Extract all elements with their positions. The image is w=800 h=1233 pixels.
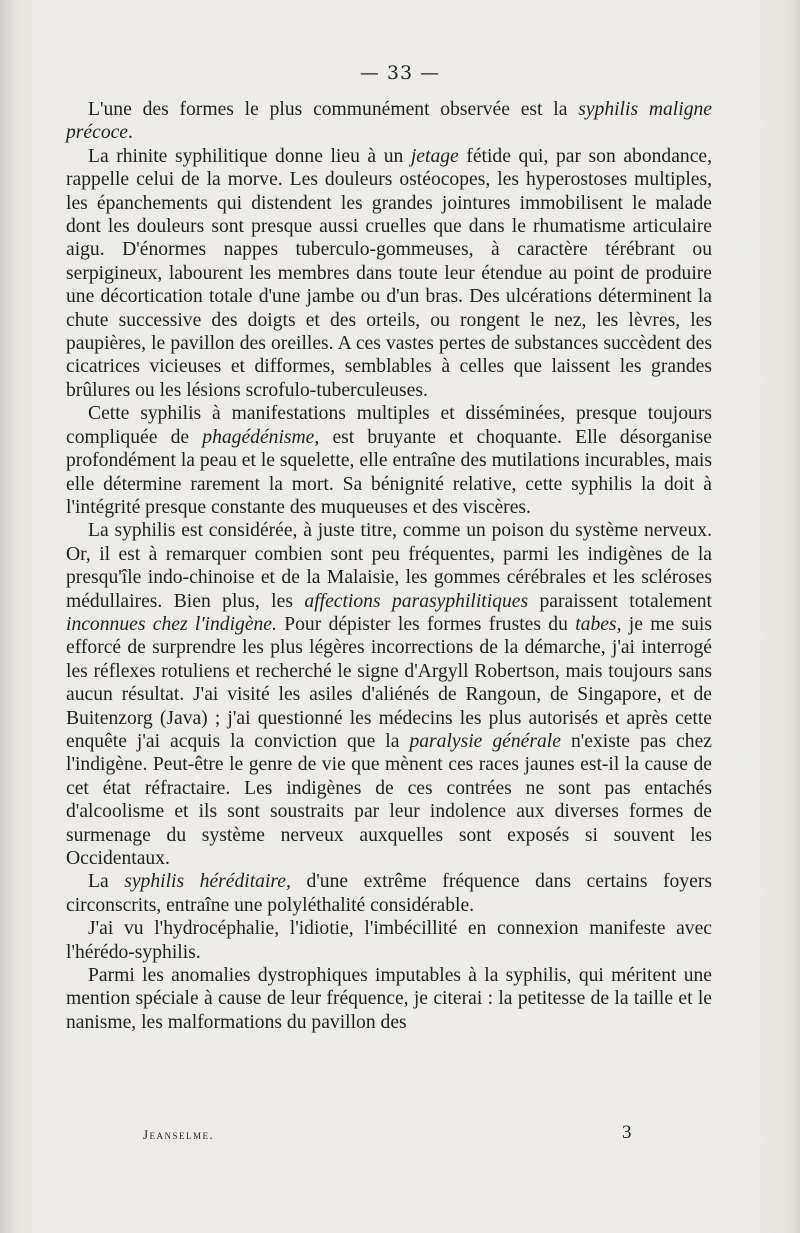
italic-text: syphilis maligne précoce [66,99,712,144]
text-run: paraissent totalement [528,590,712,612]
text-run: J'ai vu l'hydrocéphalie, l'idiotie, l'imbécillité en connexion manifeste avec l'hérédo-syphilis. [66,918,712,963]
text-run: . [128,122,133,144]
text-run: fétide qui, par son abondance, rappelle celui de la morve. Les douleurs ostéocopes, les hyperostoses multiples, les épanchements qui distendent les grandes jointures immobilisent le malade dont les douleurs sont presque aussi cruelles que dans le rhumatisme articulaire aigu. D'énormes nappes tuberculo-gommeuses, à caractère térébrant ou serpigineux, labourent les membres dans toute leur étendue au point de produire une décortication totale d'une jambe ou d'un bras. Des ulcérations déterminent la chute successive des doigts et des orteils, ou rongent le nez, les lèvres, les paupières, le pavillon des oreilles. A ces vastes pertes de substances succèdent des cicatrices vicieuses et difformes, semblables à celles que laissent les grandes brûlures ou les lésions scrofulo-tuberculeuses. [66,145,713,401]
text-run: , je me suis efforcé de surprendre les plus légères incorrections de la démarche, j'ai interrogé les réflexes rotuliens et recherché le signe d'Argyll Robertson, mais toujours sans aucun résultat. J'ai visité les asiles d'aliénés de Rangoun, de Singapore, et de Buitenzorg (Java) ; j'ai questionné les médecins les plus autorisés et après cette enquête j'ai acquis la conviction que la [66,613,712,752]
text-run: Cette syphilis à manifestations multiples et disséminées, presque toujours compliquée de [66,403,712,448]
italic-text: phagédénisme, [202,426,320,448]
text-run: est bruyante et choquante. Elle désorganise profondément la peau et le squelette, elle entraîne des mutilations incurables, mais elle détermine rarement la mort. Sa bénignité relative, cette syphilis la doit à l'intégrité presque constante des muqueuses et des viscères. [66,426,712,518]
body-text [66,98,712,1034]
text-run: La [88,871,125,893]
italic-text: syphilis héréditaire, [124,871,291,893]
signature-mark: 3 [622,1122,632,1143]
text-run: Pour dépister les formes frustes du [276,613,576,635]
paragraph [66,870,712,917]
text-run: Parmi les anomalies dystrophiques imputables à la syphilis, qui méritent une mention spéciale à cause de leur fréquence, je citerai : la petitesse de la taille et le nanisme, les malformations du pavillon des [66,965,712,1033]
paragraph [66,917,712,964]
italic-text: affections parasyphilitiques [304,590,529,612]
paragraph [66,519,712,870]
text-run: La rhinite syphilitique donne lieu à un [88,145,411,167]
page-number: — 33 — [359,62,441,84]
italic-text: paralysie générale [409,730,561,752]
italic-text: inconnues chez l'indigène. [66,613,277,635]
paragraph [66,964,712,1034]
italic-text: tabes [575,613,617,635]
paragraph [66,98,712,145]
footer-author: Jeanselme. [143,1127,215,1142]
italic-text: jetage [410,145,459,167]
paragraph [66,145,712,402]
text-run: L'une des formes le plus communément observée est la [88,99,579,120]
text-run: d'une extrême fréquence dans certains foyers circonscrits, entraîne une polyléthalité considérable. [66,871,712,916]
paragraph [66,402,712,519]
text-run: n'existe pas chez l'indigène. Peut-être le genre de vie que mènent ces races jaunes est-il la cause de cet état réfractaire. Les indigènes de ces contrées ne sont pas entachés d'alcoolisme et ils sont soustraits par leur indolence aux diverses formes de surmenage du système nerveux auxquelles sont exposés si souvent les Occidentaux. [66,730,713,869]
text-run: La syphilis est considérée, à juste titre, comme un poison du système nerveux. Or, il est à remarquer combien sont peu fréquentes, parmi les indigènes de la presqu'île indo-chinoise et de la Malaisie, les gommes cérébrales et les scléroses médullaires. Bien plus, les [66,520,712,612]
